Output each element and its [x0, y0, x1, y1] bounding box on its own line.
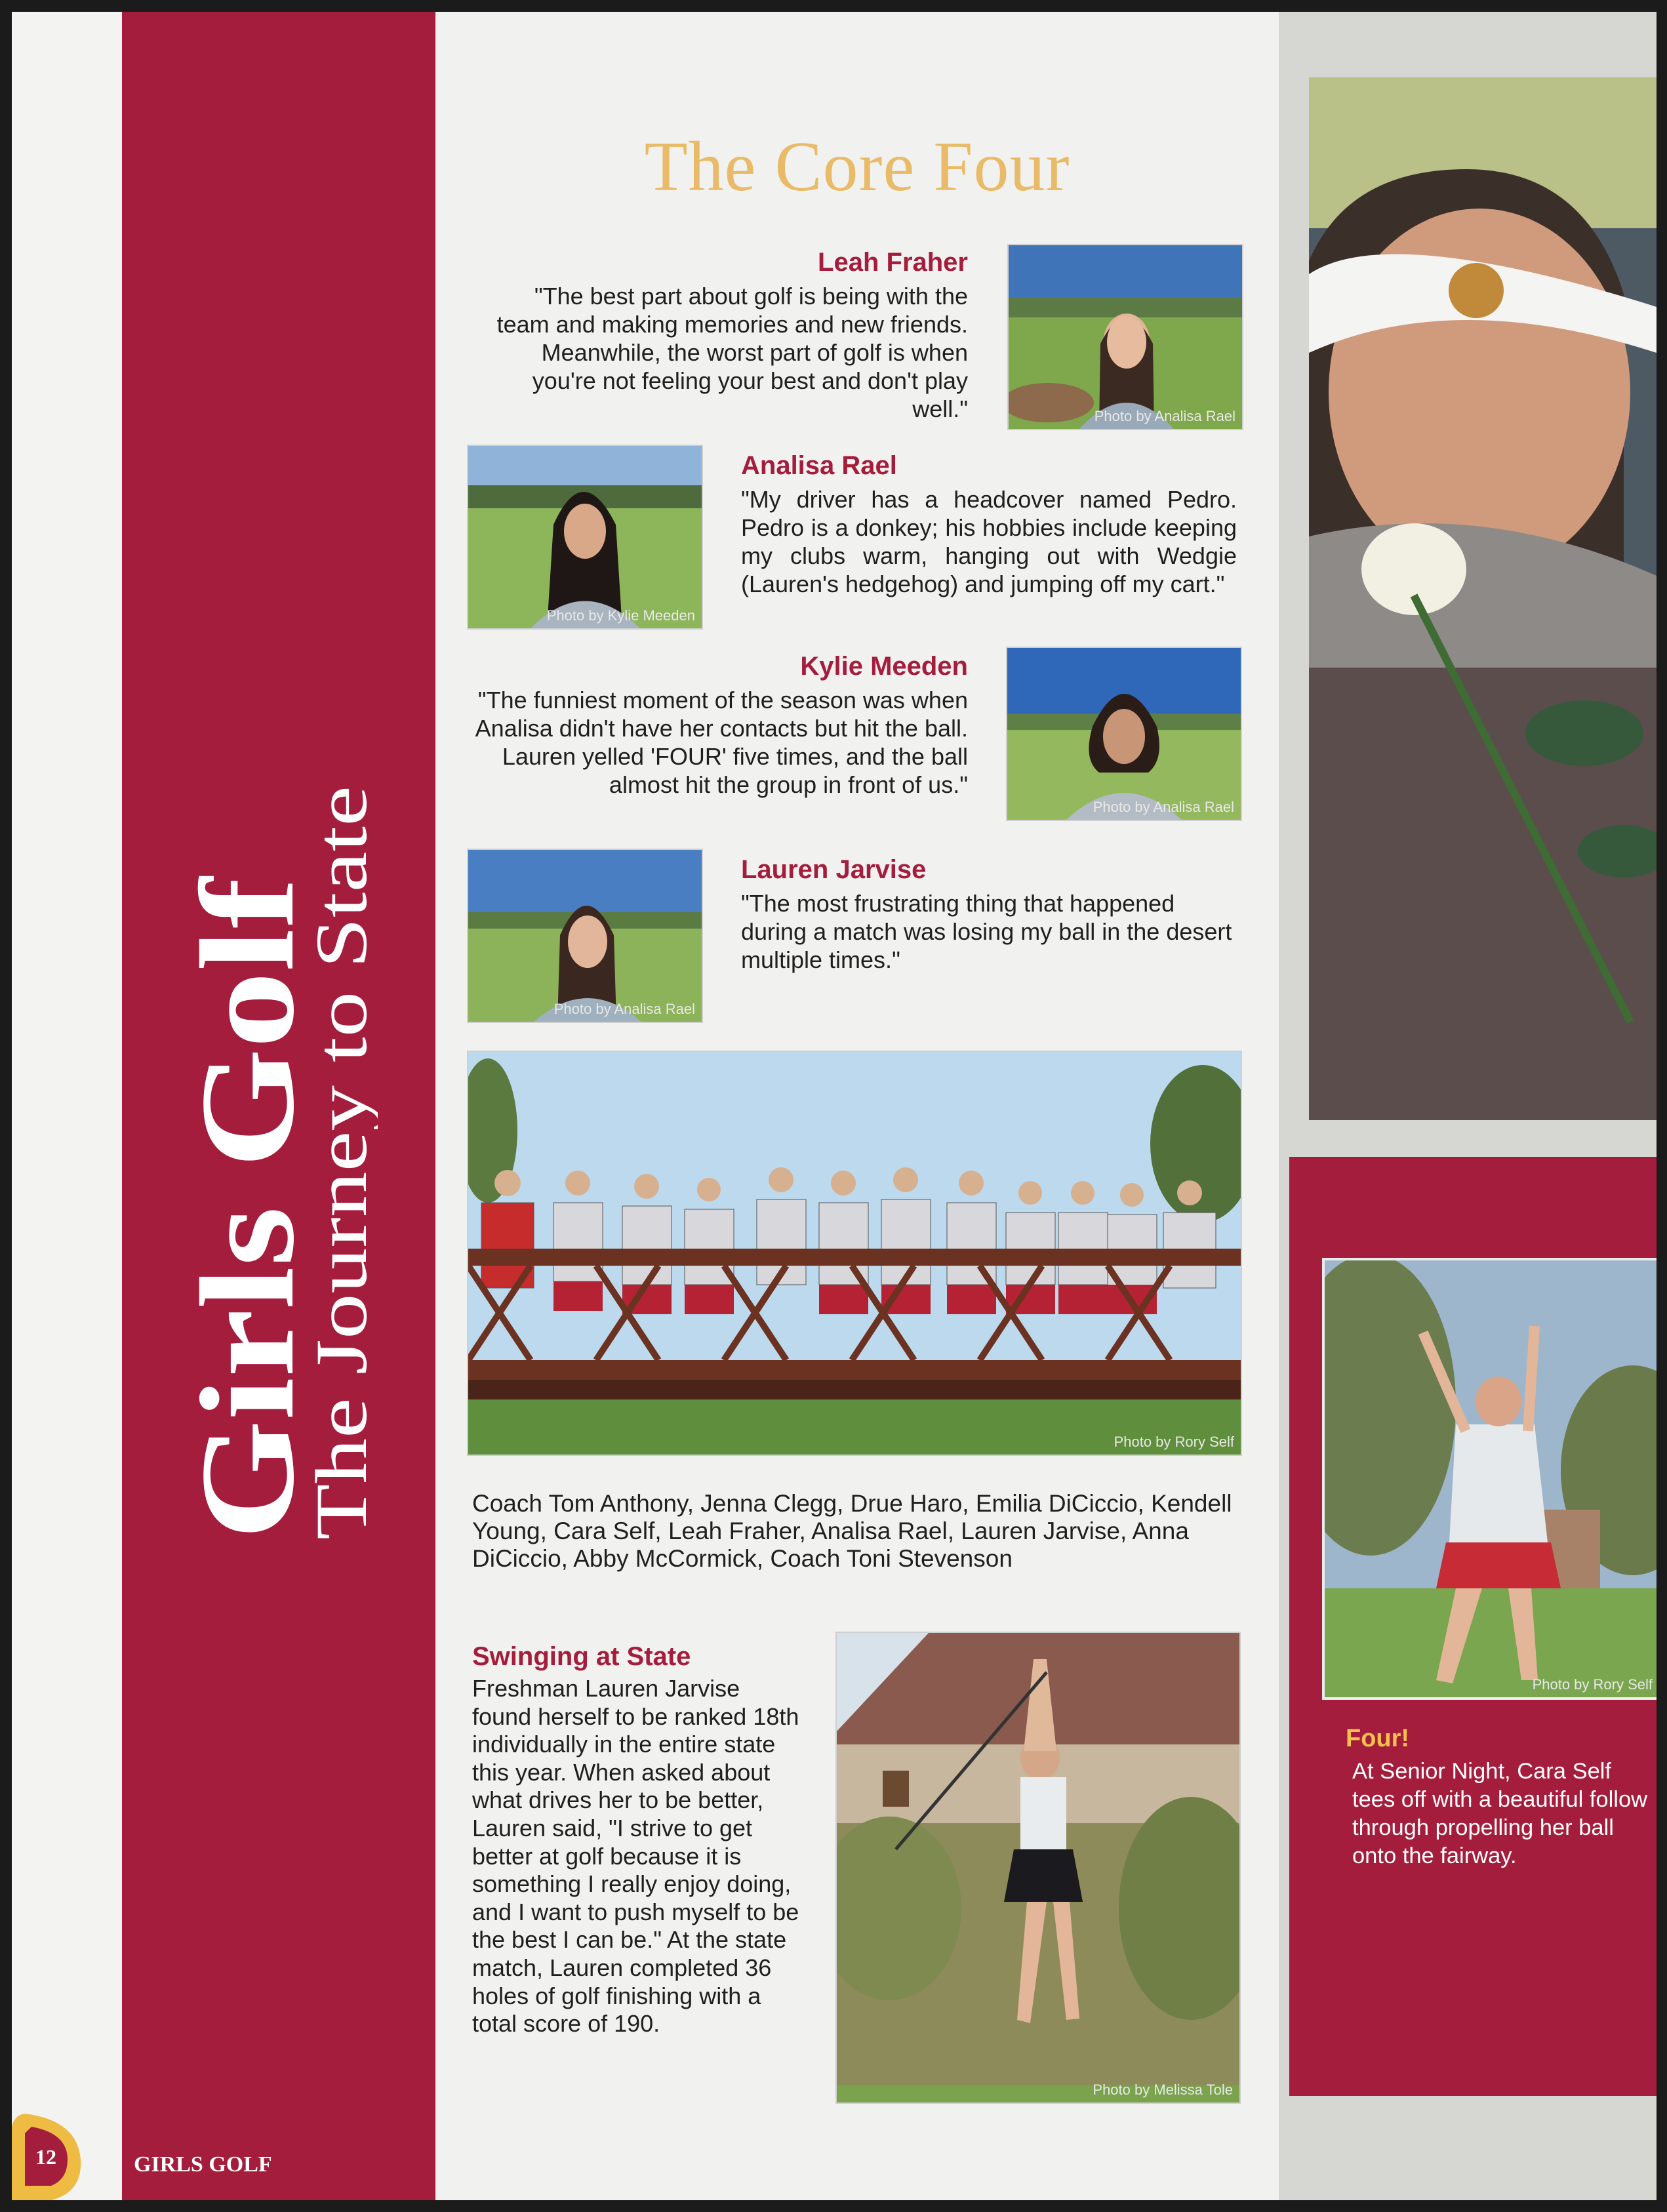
profile-name-leah: Leah Fraher: [818, 248, 968, 277]
side-title: Girls Golf: [181, 961, 322, 1540]
portrait-lauren-photo: [467, 849, 703, 1023]
photo-credit: Photo by Analisa Rael: [1094, 408, 1235, 424]
photo-credit: Photo by Rory Self: [1532, 1676, 1653, 1693]
portrait-analisa-photo: [467, 445, 703, 630]
state-story-body: Freshman Lauren Jarvise found herself to be ranked 18th individually in the entire state this year. When asked about what drives her to be better, Lauren said, "I strive to get better at golf because it is something I really enjoy doing, and I want to push myself to be the best I can be." At the state match, Lauren completed 36 holes of golf finishing with a total score of 190.: [472, 1675, 799, 2038]
state-story-heading: Swinging at State: [472, 1642, 691, 1671]
page-title: The Core Four: [644, 128, 1070, 206]
profile-quote-lauren: "The most frustrating thing that happened during a match was losing my ball in the desert multiple times.": [741, 890, 1232, 973]
team-photo: [467, 1051, 1242, 1456]
photo-credit: Photo by Analisa Rael: [1093, 799, 1234, 815]
profile-name-lauren: Lauren Jarvise: [741, 855, 927, 884]
profile-quote-analisa: "My driver has a headcover named Pedro. Pedro is a donkey; his hobbies include keeping my clubs warm, hanging out with Wedgie (Lauren's hedgehog) and jumping off my cart.": [741, 486, 1237, 597]
photo-credit: Photo by Melissa Tole: [1093, 2081, 1233, 2098]
photo-credit: Photo by Kylie Meeden: [546, 607, 695, 624]
profile-name-kylie: Kylie Meeden: [800, 652, 968, 681]
yearbook-page: [12, 12, 1657, 2200]
portrait-kylie-photo: [1006, 647, 1242, 821]
portrait-leah-photo: [1007, 244, 1243, 430]
team-photo-caption: Coach Tom Anthony, Jenna Clegg, Drue Haro, Emilia DiCiccio, Kendell Young, Cara Self, Leah Fraher, Analisa Rael, Lauren Jarvise, Anna DiCiccio, Abby McCormick, Coach Toni Stevenson: [472, 1490, 1232, 1572]
sidebar-box: [1289, 1157, 1657, 2096]
sidebar-caption: At Senior Night, Cara Self tees off with a beautiful follow through propelling her ball onto the fairway.: [1352, 1759, 1648, 1868]
profile-quote-kylie: "The funniest moment of the season was when Analisa didn't have her contacts but hit the ball. Lauren yelled 'FOUR' five times, and the ball almost hit the group in front of us.": [475, 687, 968, 798]
state-swing-photo: [835, 1632, 1241, 2104]
side-title-block: [181, 674, 378, 1540]
photo-credit: Photo by Analisa Rael: [553, 1001, 695, 1017]
page-number: 12: [35, 2145, 56, 2169]
rose-portrait-photo: [1309, 77, 1657, 1120]
main-column: [435, 12, 1279, 2200]
side-title-band: [122, 12, 435, 2200]
photo-credit: Photo by Rory Self: [1114, 1434, 1234, 1450]
senior-night-photo: [1322, 1258, 1657, 1700]
footer-section-label: GIRLS GOLF: [134, 2152, 272, 2177]
side-subtitle: The Journey to State: [301, 934, 378, 1540]
page-number-badge: [12, 2114, 85, 2200]
left-margin: [12, 12, 122, 2200]
sidebar-heading: Four!: [1346, 1725, 1410, 1752]
profile-name-analisa: Analisa Rael: [741, 451, 897, 480]
profile-quote-leah: "The best part about golf is being with the team and making memories and new friends. Meanwhile, the worst part of golf is when you're not feeling your best and don't play well.": [496, 283, 968, 422]
